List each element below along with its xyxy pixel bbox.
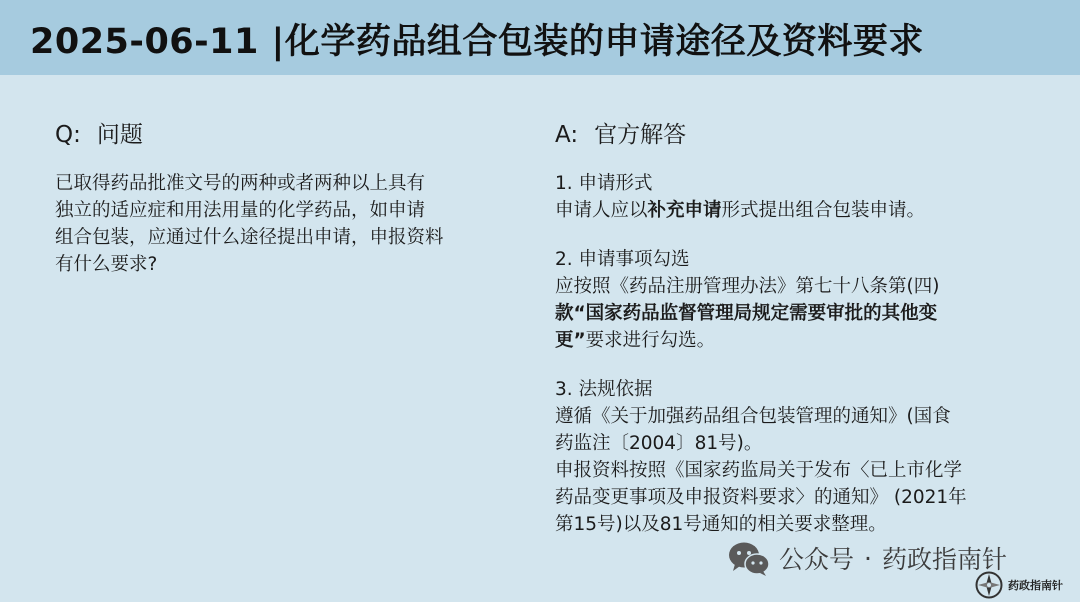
page-title: 2025-06-11 |化学药品组合包装的申请途径及资料要求 xyxy=(30,22,924,62)
section-line: 药品变更事项及申报资料要求〉的通知》 (2021年 xyxy=(555,487,967,508)
section-line: 药监注〔2004〕81号)。 xyxy=(555,433,763,454)
section-line: 遵循《关于加强药品组合包装管理的通知》(国食 xyxy=(555,406,951,427)
watermark xyxy=(727,538,1007,578)
watermark-separator: · xyxy=(864,543,872,573)
title-bar xyxy=(0,0,1080,75)
bold-text-span: 补充申请 xyxy=(647,200,722,221)
answer-section-legal-basis xyxy=(555,376,1055,538)
text-span: 形式提出组合包装申请。 xyxy=(721,200,926,221)
question-line: 有什么要求? xyxy=(55,254,158,275)
question-column xyxy=(55,118,535,278)
answer-column xyxy=(555,118,1055,560)
answer-label: 官方解答 xyxy=(594,122,687,148)
wechat-icon xyxy=(727,538,771,578)
text-span: 要求进行勾选。 xyxy=(585,330,716,351)
text-span: 申请人应以 xyxy=(555,200,648,221)
question-line: 组合包装，应通过什么途径提出申请，申报资料 xyxy=(55,227,444,248)
section-line: 款“国家药品监督管理局规定需要审批的其他变 xyxy=(555,303,938,324)
question-prefix: Q: xyxy=(55,122,81,148)
answer-heading xyxy=(555,118,1055,152)
section-heading: 1. 申请形式 xyxy=(555,173,653,194)
answer-prefix: A: xyxy=(555,122,579,148)
section-heading: 2. 申请事项勾选 xyxy=(555,249,690,270)
question-line: 独立的适应症和用法用量的化学药品，如申请 xyxy=(55,200,426,221)
question-heading xyxy=(55,118,535,152)
watermark-channel: 公众号 xyxy=(779,545,855,574)
compass-logo-icon xyxy=(974,570,1004,600)
question-label: 问题 xyxy=(96,122,143,148)
bold-text-span: 更” xyxy=(555,330,586,351)
section-line: 第15号)以及81号通知的相关要求整理。 xyxy=(555,514,887,535)
question-line: 已取得药品批准文号的两种或者两种以上具有 xyxy=(55,173,426,194)
question-body xyxy=(55,170,535,278)
brand-logo xyxy=(974,570,1063,600)
section-heading: 3. 法规依据 xyxy=(555,379,653,400)
section-line: 申报资料按照《国家药监局关于发布〈已上市化学 xyxy=(555,460,963,481)
section-line xyxy=(555,197,1055,224)
brand-name: 药政指南针 xyxy=(1008,579,1063,592)
answer-section-item-selection xyxy=(555,246,1055,354)
watermark-account: 药政指南针 xyxy=(881,545,1007,574)
answer-section-application-form xyxy=(555,170,1055,224)
section-line xyxy=(555,327,1055,354)
section-line: 应按照《药品注册管理办法》第七十八条第(四) xyxy=(555,276,940,297)
